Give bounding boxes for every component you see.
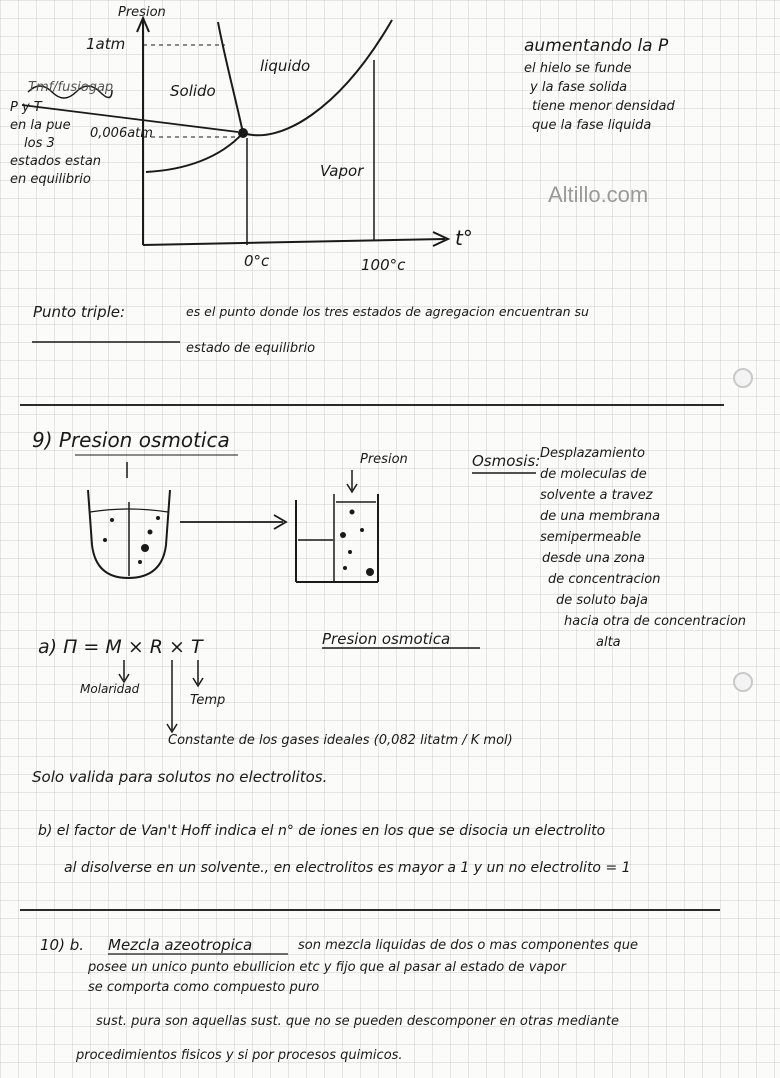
solute-particle [348,550,352,554]
right-note-line: tiene menor densidad [532,99,675,114]
punto-triple-line-2: estado de equilibrio [186,341,316,356]
region-liquid-label: liquido [260,57,311,75]
y-axis-label: Presion [118,5,166,20]
part-b-line-1: b) el factor de Van't Hoff indica el n° de iones en los que se disocia un electrolito [38,823,606,839]
punto-triple-term: Punto triple: [33,303,126,321]
part-b-line-2: al disolverse en un solvente., en electrolitos es mayor a 1 y un no electrolito = 1 [64,860,631,876]
osmosis-term: Osmosis: [472,452,541,470]
molaridad-label: Molaridad [80,682,140,696]
side-note-line: P y T [10,100,42,115]
binder-hole [733,672,753,692]
y-tick-0006atm: 0,006atm [90,126,153,141]
scribble-label: Tmf/fusiogap [28,80,114,95]
right-note-heading: aumentando la P [524,36,669,56]
temp-label: Temp [190,693,226,708]
section-10-line-3: se comporta como compuesto puro [88,980,320,995]
osmosis-line: Desplazamiento [540,446,645,461]
punto-triple-line-1: es el punto donde los tres estados de agregacion encuentran su [186,304,589,319]
osmosis-definition [540,446,760,650]
osmosis-line: hacia otra de concentracion [564,614,747,629]
solute-particle [340,532,346,538]
fusion-curve [218,22,243,133]
solute-particle [110,518,114,522]
x-axis [143,239,445,245]
solute-particle [366,568,374,576]
right-note-line: y la fase solida [530,80,628,95]
solute-particle [360,528,364,532]
solute-particle [156,516,160,520]
section-10-line-1: son mezcla liquidas de dos o mas componentes que [298,938,638,953]
side-note-line: los 3 [24,136,55,151]
region-vapor-label: Vapor [320,162,364,180]
x-tick-100c: 100°c [361,256,406,274]
mezcla-term: Mezcla azeotropica [108,936,253,954]
gas-constant-label: Constante de los gases ideales (0,082 litatm / K mol) [168,733,513,748]
validity-note: Solo valida para solutos no electrolitos. [32,768,328,786]
presion-osmotica-label: Presion osmotica [322,630,451,648]
osmosis-line: solvente a travez [540,488,653,503]
divider-1 [20,404,724,406]
vaporization-curve [243,20,392,135]
osmosis-line: de soluto baja [556,593,648,608]
section-10-prefix: 10) b. [40,936,84,954]
right-note-line: el hielo se funde [524,61,632,76]
osmosis-line: de moleculas de [540,467,647,482]
divider-2 [20,909,720,911]
section-9-title: 9) Presion osmotica [32,428,230,452]
y-tick-1atm: 1atm [86,35,126,53]
osmosis-line: semipermeable [540,530,642,545]
right-note [524,36,724,133]
solute-particle [141,544,149,552]
osmosis-line: alta [596,635,621,650]
sublimation-curve [146,133,243,172]
side-note [10,100,105,187]
section-10-line-5: procedimientos fisicos y si por procesos quimicos. [76,1048,403,1063]
solute-particle [343,566,347,570]
section-10-line-4: sust. pura son aquellas sust. que no se pueden descomponer en otras mediante [96,1014,620,1029]
pressure-label: Presion [360,452,408,467]
side-note-line: estados estan [10,154,102,169]
region-solid-label: Solido [170,82,216,100]
osmosis-line: de concentracion [548,572,661,587]
binder-hole [733,368,753,388]
side-note-line: en equilibrio [10,172,91,187]
watermark: Altillo.com [548,182,649,207]
right-note-line: que la fase liquida [532,118,652,133]
osmosis-line: de una membrana [540,509,661,524]
solute-particle [138,560,142,564]
solute-particle [148,530,153,535]
x-axis-label: t° [455,226,473,250]
section-10-line-2: posee un unico punto ebullicion etc y fijo que al pasar al estado de vapor [88,960,566,975]
solute-particle [350,510,355,515]
x-tick-0c: 0°c [244,252,270,270]
side-note-line: en la pue [10,118,71,133]
solute-particle [103,538,107,542]
formula: a) Π = M × R × T [38,636,203,658]
osmosis-line: desde una zona [542,551,645,566]
